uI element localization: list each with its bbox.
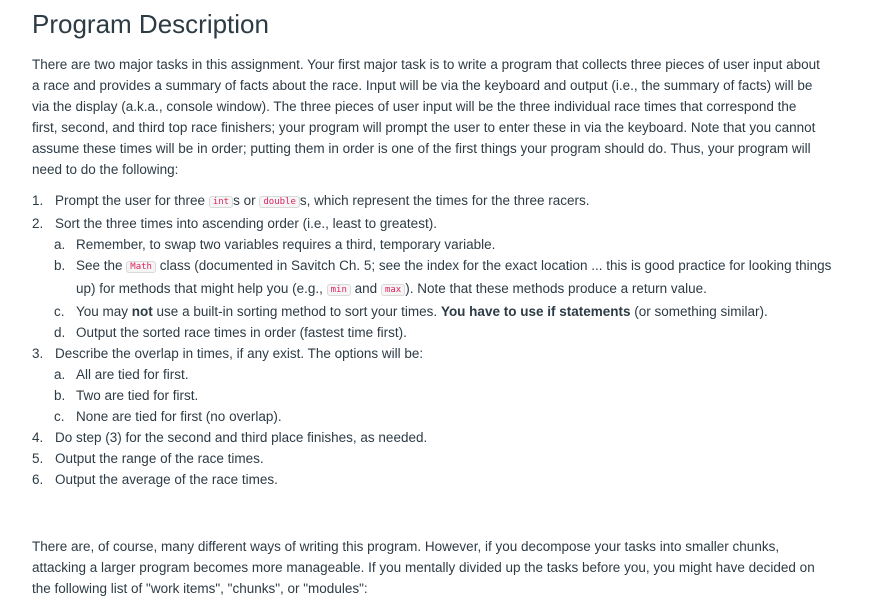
item-letter: d. — [54, 325, 66, 340]
intro-paragraph: There are two major tasks in this assignment. Your first major task is to write a program that collects three pieces of user input about a race and provides a summary of facts about the race. Input will be via the keyboard and output (i.e., the summary of facts) will be via the display (a.k.a., console window). The three pieces of user input will be the three individual race times that correspond the first, second, and third top race finishers; your program will prompt the user to enter these in via the keyboard. Note that you cannot assume these times will be in order; putting them in order is one of the first things your program should do. Thus, your program will need to do the following: — [32, 57, 820, 177]
item-text: See the — [76, 258, 127, 273]
item-number: 2. — [32, 216, 44, 231]
item-text: Do step (3) for the second and third place finishes, as needed. — [55, 430, 428, 445]
item-text: (or something similar). — [630, 304, 768, 319]
item-text: You may — [76, 304, 132, 319]
item-text: Output the average of the race times. — [55, 472, 278, 487]
item-text: ). Note that these methods produce a return value. — [405, 281, 707, 296]
sub-list-item — [54, 234, 832, 255]
item-text: s, which represent the times for the three racers. — [299, 193, 590, 208]
bold-text: not — [131, 304, 153, 319]
code-int: int — [209, 196, 233, 208]
list-item — [32, 448, 832, 469]
item-text: Prompt the user for three — [55, 193, 209, 208]
list-item — [32, 190, 832, 213]
item-text: Output the sorted race times in order (fastest time first). — [76, 325, 407, 340]
steps-list — [32, 190, 832, 490]
page-title: Program Description — [32, 9, 269, 39]
item-text: and — [350, 281, 381, 296]
item-text: Two are tied for first. — [76, 388, 199, 403]
code-math: Math — [126, 261, 156, 273]
item-letter: a. — [54, 367, 66, 382]
item-number: 3. — [32, 346, 44, 361]
list-item — [32, 427, 832, 448]
code-min: min — [327, 284, 351, 296]
bold-text: You have to use if statements — [440, 304, 631, 319]
code-max: max — [381, 284, 405, 296]
item-text: None are tied for first (no overlap). — [76, 409, 282, 424]
item-text: s or — [233, 193, 260, 208]
list-item — [32, 469, 832, 490]
item-text: use a built-in sorting method to sort your times. — [152, 304, 441, 319]
item-letter: c. — [54, 409, 65, 424]
item-text: Describe the overlap in times, if any exist. The options will be: — [55, 346, 424, 361]
code-double: double — [259, 196, 300, 208]
item-letter: a. — [54, 237, 66, 252]
item-number: 6. — [32, 472, 44, 487]
sub-list-item — [54, 301, 832, 322]
item-number: 4. — [32, 430, 44, 445]
closing-paragraph: There are, of course, many different ways of writing this program. However, if you decompose your tasks into smaller chunks, attacking a larger program becomes more manageable. If you mentally divided up the tasks before you, you might have decided on the following list of "work items", "chunks", or "modules": — [32, 539, 815, 596]
sub-list — [32, 364, 832, 427]
item-number: 1. — [32, 193, 44, 208]
item-text: class (documented in Savitch Ch. 5; see the index for the exact location ... this is good practice for looking things up) for methods that might help you (e.g., — [76, 258, 832, 296]
sub-list-item — [54, 322, 832, 343]
item-letter: c. — [54, 304, 65, 319]
item-text: All are tied for first. — [76, 367, 189, 382]
sub-list-item — [54, 364, 832, 385]
item-text: Output the range of the race times. — [55, 451, 264, 466]
item-text: Sort the three times into ascending order (i.e., least to greatest). — [55, 216, 437, 231]
sub-list-item — [54, 385, 832, 406]
sub-list — [32, 234, 832, 343]
item-number: 5. — [32, 451, 44, 466]
list-item — [32, 213, 832, 234]
item-text: Remember, to swap two variables requires a third, temporary variable. — [76, 237, 496, 252]
sub-list-item — [54, 255, 832, 301]
list-item — [32, 343, 832, 364]
sub-list-item — [54, 406, 832, 427]
item-letter: b. — [54, 388, 66, 403]
item-letter: b. — [54, 258, 66, 273]
